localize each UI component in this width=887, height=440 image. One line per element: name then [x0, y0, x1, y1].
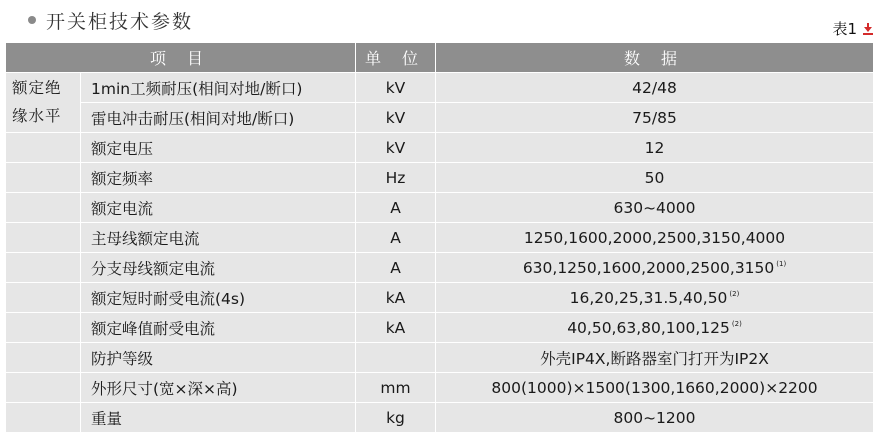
table-header-row [6, 43, 874, 73]
row-group-blank [6, 253, 81, 283]
footnote-marker: (2) [729, 290, 740, 299]
table-row [6, 163, 874, 193]
table-row [6, 343, 874, 373]
row-group-blank [6, 343, 81, 373]
row-value: 50 [644, 168, 665, 187]
row-unit: kA [356, 283, 436, 313]
row-item: 重量 [81, 403, 356, 433]
row-group-blank [6, 403, 81, 433]
row-value: 42/48 [436, 73, 874, 103]
row-unit: A [356, 193, 436, 223]
row-group-blank [6, 223, 81, 253]
footnote-marker: (2) [731, 320, 742, 329]
row-unit: A [356, 223, 436, 253]
row-value-cell [436, 223, 874, 253]
row-unit: kV [356, 73, 436, 103]
row-value-cell [436, 133, 874, 163]
row-item: 雷电冲击耐压(相间对地/断口) [81, 103, 356, 133]
group-label-insulation: 额定绝 缘水平 [6, 73, 81, 133]
row-item: 外形尺寸(宽×深×高) [81, 373, 356, 403]
table-row [6, 283, 874, 313]
section-title: 开关柜技术参数 [46, 10, 194, 33]
row-item: 额定峰值耐受电流 [81, 313, 356, 343]
row-group-blank [6, 373, 81, 403]
row-value-cell [436, 373, 874, 403]
row-item: 额定电流 [81, 193, 356, 223]
row-value-cell [436, 283, 874, 313]
row-group-blank [6, 163, 81, 193]
table-row [6, 313, 874, 343]
row-unit: kg [356, 403, 436, 433]
row-item: 额定频率 [81, 163, 356, 193]
row-value-cell [436, 313, 874, 343]
row-value: 630~4000 [613, 198, 696, 217]
table-row [6, 133, 874, 163]
row-unit: Hz [356, 163, 436, 193]
row-value: 800(1000)×1500(1300,1660,2000)×2200 [491, 378, 818, 397]
row-value: 800~1200 [613, 408, 696, 427]
row-value: 75/85 [436, 103, 874, 133]
table-row [6, 253, 874, 283]
row-value-cell [436, 253, 874, 283]
table-row [6, 373, 874, 403]
row-value: 630,1250,1600,2000,2500,3150 [522, 258, 775, 277]
row-group-blank [6, 283, 81, 313]
row-value: 40,50,63,80,100,125 [567, 318, 730, 337]
row-unit: kV [356, 103, 436, 133]
row-unit: A [356, 253, 436, 283]
row-item: 主母线额定电流 [81, 223, 356, 253]
column-header-item: 项 目 [6, 43, 356, 73]
row-group-blank [6, 313, 81, 343]
column-header-unit: 单 位 [356, 43, 436, 73]
table-row [6, 193, 874, 223]
row-item: 额定电压 [81, 133, 356, 163]
row-value: 外壳IP4X,断路器室门打开为IP2X [540, 349, 769, 368]
row-value: 1250,1600,2000,2500,3150,4000 [523, 228, 786, 247]
table-row [6, 403, 874, 433]
row-value-cell [436, 343, 874, 373]
section-title-row [28, 6, 193, 34]
bullet-dot-icon [28, 16, 36, 24]
table-row [6, 73, 874, 103]
row-group-blank [6, 193, 81, 223]
footnote-marker: (1) [776, 260, 787, 269]
row-value-cell [436, 163, 874, 193]
row-item: 分支母线额定电流 [81, 253, 356, 283]
spec-table [5, 42, 874, 433]
download-arrow-icon[interactable] [863, 23, 873, 35]
table-row [6, 103, 874, 133]
row-item: 额定短时耐受电流(4s) [81, 283, 356, 313]
row-value-cell [436, 193, 874, 223]
row-unit: kA [356, 313, 436, 343]
row-value: 16,20,25,31.5,40,50 [569, 288, 728, 307]
table-label[interactable] [832, 18, 873, 39]
column-header-value: 数 据 [436, 43, 874, 73]
row-group-blank [6, 133, 81, 163]
row-value-cell [436, 403, 874, 433]
row-item: 防护等级 [81, 343, 356, 373]
row-value: 12 [644, 138, 665, 157]
row-unit: kV [356, 133, 436, 163]
row-item: 1min工频耐压(相间对地/断口) [81, 73, 356, 103]
table-label-text: 表1 [832, 20, 857, 38]
row-unit: mm [356, 373, 436, 403]
row-unit [356, 343, 436, 373]
table-row [6, 223, 874, 253]
